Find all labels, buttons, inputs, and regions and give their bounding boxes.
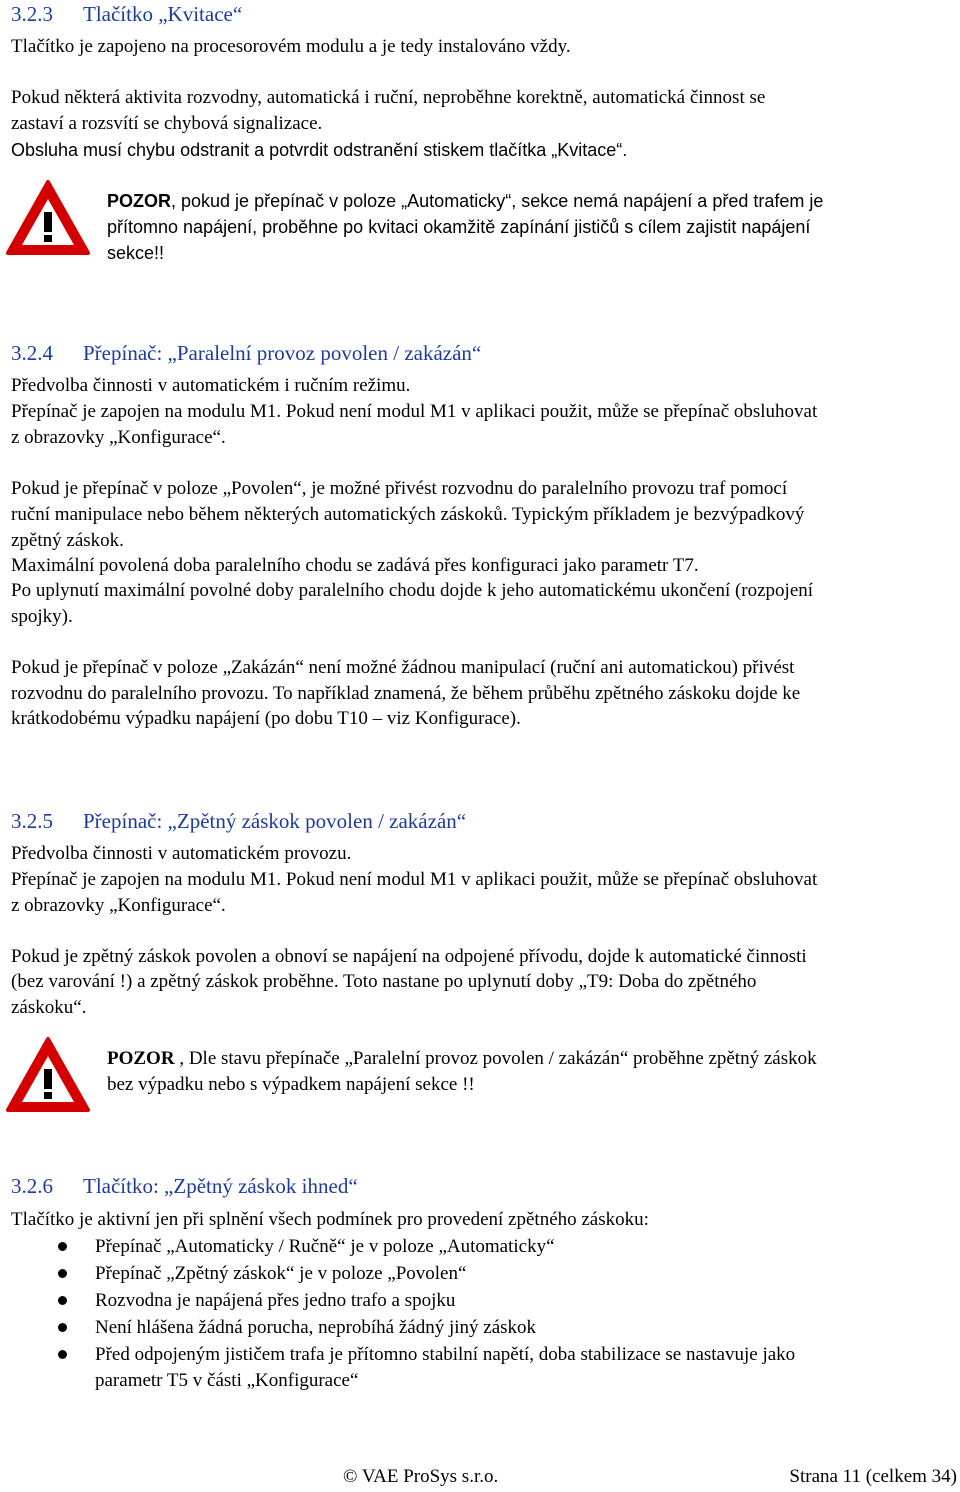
paragraph-line: Pokud je zpětný záskok povolen a obnoví se napájení na odpojené přívodu, dojde k automatické činnosti: [11, 946, 807, 967]
paragraph-line: Tlačítko je zapojeno na procesorovém modulu a je tedy instalováno vždy.: [11, 36, 571, 57]
paragraph-line: Pokud je přepínač v poloze „Povolen“, je možné přivést rozvodnu do paralelního provozu traf pomocí: [11, 478, 788, 499]
section-heading-3-2-5: [11, 808, 466, 834]
list-item: Přepínač „Zpětný záskok“ je v poloze „Povolen“: [95, 1263, 467, 1284]
paragraph-line: Předvolba činnosti v automatickém provozu.: [11, 843, 352, 864]
bullet-icon: [58, 1269, 67, 1278]
paragraph-line: Obsluha musí chybu odstranit a potvrdit odstranění stiskem tlačítka „Kvitace“.: [11, 140, 628, 160]
section-title: Přepínač: „Zpětný záskok povolen / zakázán“: [83, 809, 467, 833]
paragraph-line: ruční manipulace nebo během některých automatických záskoků. Typickým příkladem je bezvýpadkový: [11, 504, 805, 525]
bullet-icon: [58, 1323, 67, 1332]
list-item-continuation: parametr T5 v části „Konfigurace“: [95, 1370, 359, 1391]
warning-text: sekce!!: [107, 243, 165, 263]
list-item: Rozvodna je napájená přes jedno trafo a spojku: [95, 1290, 456, 1311]
section-number: 3.2.4: [11, 341, 53, 365]
warning-label: POZOR: [107, 191, 172, 211]
bullet-icon: [58, 1296, 67, 1305]
list-item: Přepínač „Automaticky / Ručně“ je v poloze „Automaticky“: [95, 1236, 555, 1257]
section-number: 3.2.3: [11, 2, 53, 26]
warning-triangle-icon: [5, 179, 91, 257]
warning-text: POZOR , Dle stavu přepínače „Paralelní provoz povolen / zakázán“ proběhne zpětný záskok: [107, 1048, 817, 1069]
warning-triangle-icon: [5, 1036, 91, 1114]
section-heading-3-2-6: [11, 1173, 358, 1199]
footer-page-number: Strana 11 (celkem 34): [789, 1466, 957, 1487]
paragraph-line: Přepínač je zapojen na modulu M1. Pokud není modul M1 v aplikaci použit, může se přepínač obsluhovat: [11, 869, 818, 890]
list-item: Není hlášena žádná porucha, neprobíhá žádný jiný záskok: [95, 1317, 537, 1338]
paragraph-line: z obrazovky „Konfigurace“.: [11, 427, 226, 448]
paragraph-line: Přepínač je zapojen na modulu M1. Pokud není modul M1 v aplikaci použit, může se přepínač obsluhovat: [11, 401, 818, 422]
paragraph-line: (bez varování !) a zpětný záskok proběhne. Toto nastane po uplynutí doby „T9: Doba do zpětného: [11, 971, 757, 992]
warning-label: POZOR: [107, 1048, 175, 1069]
footer-company: © VAE ProSys s.r.o.: [343, 1466, 499, 1487]
paragraph-line: z obrazovky „Konfigurace“.: [11, 895, 226, 916]
paragraph-line: rozvodnu do paralelního provozu. To například znamená, že během průběhu zpětného záskoku dojde ke: [11, 683, 801, 704]
paragraph-line: Pokud některá aktivita rozvodny, automatická i ruční, neproběhne korektně, automatická činnost se: [11, 87, 766, 108]
section-heading-3-2-3: [11, 1, 242, 27]
paragraph-line: zpětný záskok.: [11, 530, 124, 551]
paragraph-line: krátkodobému výpadku napájení (po dobu T10 – viz Konfigurace).: [11, 708, 521, 729]
paragraph-line: Po uplynutí maximální povolné doby paralelního chodu dojde k jeho automatickému ukončení (rozpojení: [11, 580, 814, 601]
paragraph-line: Předvolba činnosti v automatickém i ručním režimu.: [11, 375, 411, 396]
warning-text: POZOR, pokud je přepínač v poloze „Automaticky“, sekce nemá napájení a před trafem je: [107, 191, 824, 211]
bullet-icon: [58, 1350, 67, 1359]
section-title: Přepínač: „Paralelní provoz povolen / zakázán“: [83, 341, 482, 365]
section-title: Tlačítko „Kvitace“: [83, 2, 243, 26]
warning-text: bez výpadku nebo s výpadkem napájení sekce !!: [107, 1074, 475, 1095]
paragraph-line: zastaví a rozsvítí se chybová signalizace.: [11, 113, 323, 134]
bullet-icon: [58, 1242, 67, 1251]
paragraph-line: Pokud je přepínač v poloze „Zakázán“ není možné žádnou manipulací (ruční ani automatickou) přivést: [11, 657, 795, 678]
paragraph-line: záskoku“.: [11, 997, 87, 1018]
warning-text: přítomno napájení, proběhne po kvitaci okamžitě zapínání jističů s cílem zajistit napájení: [107, 217, 811, 237]
paragraph-line: Tlačítko je aktivní jen při splnění všech podmínek pro provedení zpětného záskoku:: [11, 1209, 649, 1230]
paragraph-line: Maximální povolená doba paralelního chodu se zadává přes konfiguraci jako parametr T7.: [11, 555, 699, 576]
section-title: Tlačítko: „Zpětný záskok ihned“: [83, 1174, 358, 1198]
list-item: Před odpojeným jističem trafa je přítomno stabilní napětí, doba stabilizace se nastavuje jako: [95, 1344, 796, 1365]
section-number: 3.2.6: [11, 1174, 53, 1198]
section-heading-3-2-4: [11, 340, 481, 366]
paragraph-line: spojky).: [11, 606, 73, 627]
section-number: 3.2.5: [11, 809, 53, 833]
